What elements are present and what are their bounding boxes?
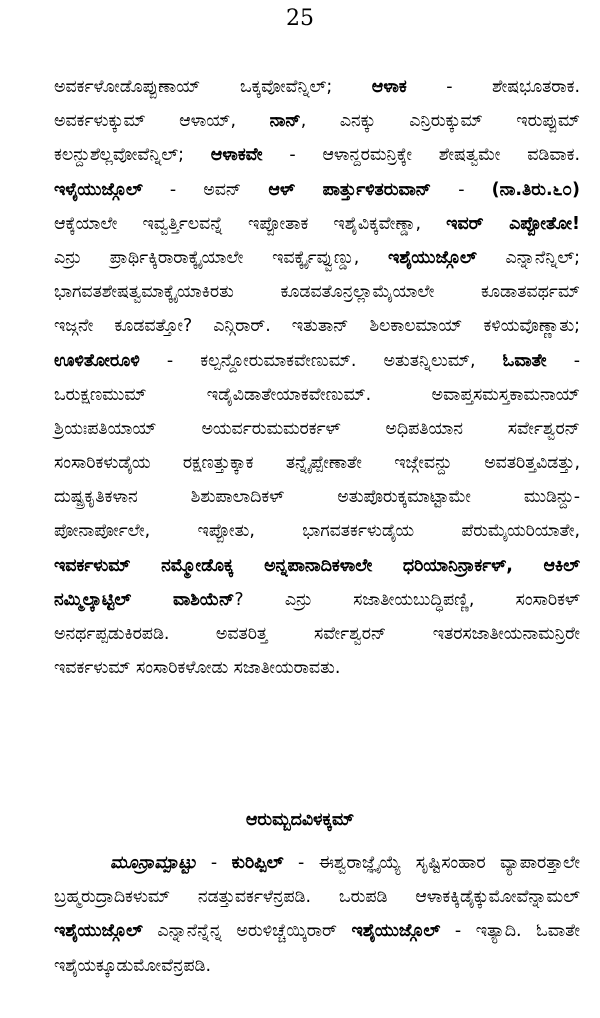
text-line: ಇವರ್ಕಳುಮ್ ಸಂಸಾರಿಕಳೋಡು ಸಜಾತೀಯರಾವತು. [54,658,341,679]
text-line: ಭಾಗವತಶೇಷತ್ವಮಾಕ್ಕೈಯಾಕಿರತು ಕೂಡವತೊನ್ರಲ್ಲಾಮೈಯಾಲೇ ಕೂಡಾತವರ್ಥಮ್ [54,282,580,303]
text-line: ಕಲನ್ದುಶೆಲ್ಲವೋವೆನ್ನಿಲ್; ಆಳಾಕವೇ - ಆಳಾನ್ದರಮನ್ರಿಕ್ಕೇ ಶೇಷತ್ವಮೇ ವಡಿವಾಕ. [54,145,580,166]
page-number: 25 [286,6,314,31]
text-line: ಒರುಕ್ಷಣಮುಮ್ ಇಡೈವಿಡಾತೇಯಾಕವೇಣುಮ್. ಅವಾಪ್ತಸಮಸ್ತಕಾಮನಾಯ್ [54,384,580,405]
text-line: ಇವರ್ಕಳುಮ್ ನಮ್ಮೋಡೊಕ್ಕ ಅನ್ನಪಾನಾದಿಕಳಾಲೇ ಧರಿಯಾನಿನ್ರಾರ್ಕಳ್, ಆಕಿಲ್ [54,555,580,576]
text-line: ಇಶೈಯಕ್ಕೂಡುಮೋವೆನ್ರಪಡಿ. [54,955,212,976]
text-line: ನಮ್ಮಿಲ್ಕಾಟ್ಟಿಲ್ ವಾಶಿಯೆನ್? ಎನ್ರು ಸಜಾತೀಯಬುದ್ಧಿಪಣ್ಣಿ, ಸಂಸಾರಿಕಳ್ [54,589,581,610]
text-line: ಅವರ್ಕಳುಕ್ಕುಮ್ ಆಳಾಯ್, ನಾನ್, ಎನಕ್ಕು ಎನ್ರಿರುಕ್ಕುಮ್ ಇರುಪ್ಪುಮ್ [54,111,580,132]
section-heading: ಆರುಮ್ಬದವಿಳಕ್ಕಮ್ [245,810,355,830]
text-line: ಸಂಸಾರಿಕಳುಡೈಯ ರಕ್ಷಣತ್ತುಕ್ಕಾಕ ತನ್ನೈಪ್ಪೇಣಾತೇ ಇಜ್ಗೇವನ್ದು ಅವತರಿತ್ತವಿಡತ್ತು, [54,453,580,474]
text-line: ಆಕ್ಕೆಯಾಲೇ ಇವ್ವರ್ತ್ತಿಲವನ್ನೆ ಇಪ್ಪೋತಾಕ ಇಶೈವಿಕ್ಕವೇಣ್ಡಾ, ಇವರ್ ಎಪ್ಪೋತೋ! [54,213,580,234]
text-line: ಅನರ್ಥಪ್ಪಡುಕಿರಪಡಿ. ಅವತರಿತ್ತ ಸರ್ವೇಶ್ವರನ್ ಇತರಸಜಾತೀಯನಾಮನ್ರಿರೇ [54,624,580,644]
text-line: ಎನ್ರು ಪ್ರಾರ್ಥಿಕ್ಕಿರಾರಾಕ್ಕೈಯಾಲೇ ಇವರ್ಕ್ಕೈವ್ವುಣ್ಡು, ಇಶೈಯುಜ್ಗೊಲ್ ಎನ್ನಾನೆನ್ನಿಲ್; [54,247,580,268]
text-line: ಅವರ್ಕಳೋಡೊಪ್ಪುಣಾಯ್ ಒಕ್ಕವೋವೆನ್ನಿಲ್; ಆಳಾಕ - ಶೇಷಭೂತರಾಕ. [54,77,580,97]
text-line: ಇಶೈಯುಜ್ಗೊಲ್ ಎನ್ನಾನೆನ್ನೆನ್ನ ಅರುಳಿಚ್ಚೆಯ್ಕಿರಾರ್ ಇಶೈಯುಜ್ಗೊಲ್ - ಇತ್ಯಾದಿ. ಓವಾತೇ [54,921,580,942]
text-line: ಬ್ರಹ್ಮರುದ್ರಾದಿಕಳುಮ್ ನಡತ್ತುವರ್ಕಳೆನ್ರಪಡಿ. ಒರುಪಡಿ ಆಳಾಕಕ್ಕಿಡೈಕ್ಕುಮೋವೆನ್ನಾಮಲ್ [54,887,580,908]
main-paragraph [0,70,600,685]
text-line: ಊಳಿತೋರೂಳಿ - ಕಲ್ಪನ್ದೋರುಮಾಕವೇಣುಮ್. ಅತುತನ್ನಿಲುಮ್, ಓವಾತೇ - [54,350,581,371]
text-line: ಪೋನಾರ್ಪೋಲೇ, ಇಪ್ಪೋತು, ಭಾಗವತರ್ಕಳುಡೈಯ ಪೆರುಮೈಯರಿಯಾತೇ, [54,521,580,542]
text-line: ಶ್ರಿಯಃಪತಿಯಾಯ್ ಅಯರ್ವರುಮಮರರ್ಕಳ್ ಅಧಿಪತಿಯಾನ ಸರ್ವೇಶ್ವರನ್ [54,418,580,439]
text-line: ದುಷ್ಪ್ರಕೃತಿಕಳಾನ ಶಿಶುಪಾಲಾದಿಕಳ್ ಅತುಪೊರುಕ್ಕಮಾಟ್ಟಾಮೇ ಮುಡಿನ್ದು- [54,487,580,508]
commentary-paragraph [0,846,600,983]
text-line: ಇಳೈಯುಜ್ಗೊಲ್ - ಅವನ್ ಆಳ್ ಪಾರ್ತ್ತುಳಿತರುವಾನ್ - (ನಾ.ತಿರು.೬೦) [54,179,580,200]
text-line: ಇಜ್ಗನೇ ಕೂಡವತ್ತೋ? ಎನ್ಗಿರಾರ್. ಇತುತಾನ್ ಶಿಲಕಾಲಮಾಯ್ ಕಳಿಯವೊಣ್ಣಾತು; [54,316,580,337]
text-line: ಮೂನ್ರಾಮ್ಪಾಟ್ಟು - ಕುರಿಪ್ಪಿಲ್ - ಈಶ್ವರಾಜ್ಞೈಯ್ಯೆ ಸೃಷ್ಟಿಸಂಹಾರ ವ್ಯಾಪಾರತ್ತಾಲೇ [110,853,580,873]
